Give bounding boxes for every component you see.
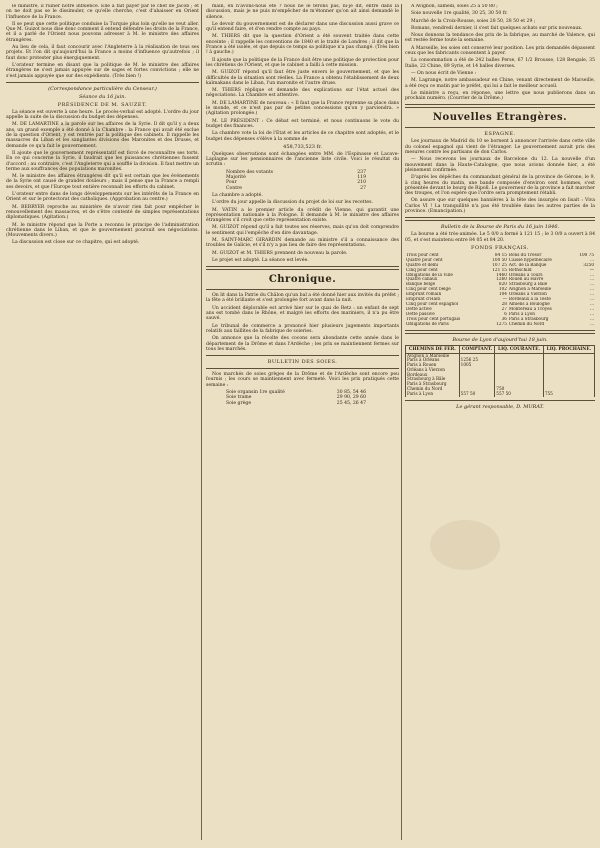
bourse-label: Rothschild xyxy=(508,267,532,272)
lyon-line-name: Bordeaux xyxy=(406,373,460,378)
paragraph: M. Lagrange, notre ambassadeur en Chine, venant directement de Marseille, a été reçu ce matin par le préfet, qui lui a fait le meilleur accueil. xyxy=(405,78,595,89)
bourse-value: 6 xyxy=(504,311,507,316)
foreign-news-title: Nouvelles Etrangères. xyxy=(432,112,568,124)
bourse-value: 1260 xyxy=(496,277,507,282)
bourse-label: Obligations de la Ville xyxy=(406,272,453,277)
bourse-value: 36 xyxy=(501,316,507,321)
column-rule xyxy=(201,4,202,840)
bourse-value: ... xyxy=(590,297,594,302)
price-label: Soie grège xyxy=(226,400,252,406)
vote-label: Majorité xyxy=(226,175,246,181)
lyon-header: LIQ. COURANTE. xyxy=(495,345,544,353)
bourse-label: Paris à Strasbourg xyxy=(508,316,549,321)
paragraph: La chambre vote la loi de l'Etat et les articles de ce chapitre sont adoptés, et le budget des dépenses s'élève à la somme de xyxy=(206,131,399,142)
bourse-value: ... xyxy=(590,321,594,326)
lyon-cell: 755 xyxy=(543,392,594,397)
paragraph: M. THIERS réplique et demande des explications sur l'état actuel des négociations. La Chambre est attentive. xyxy=(206,88,399,99)
bourse-label: Trois pour cent portugais xyxy=(406,316,461,321)
paragraph: M. le ministre répond que la Porte a reconnu le principe de l'administration chrétienne dans le Liban, et que le gouvernement poursuit ses négociations. (Mouvements divers.) xyxy=(6,222,199,239)
paragraph: Le devoir du gouvernement est de déclarer dans une discussion aussi grave ce qu'il entend faire, et d'en rendre compte au pays. xyxy=(206,21,399,33)
section-rule xyxy=(6,82,199,83)
section-rule xyxy=(405,330,595,334)
seance-heading: Séance du 16 juin. xyxy=(78,93,127,100)
lyon-line-name: Paris à Rouen xyxy=(406,363,460,368)
paragraph: Les journaux de Madrid du 10 se bornent à annoncer l'arrivée dans cette ville du colonel espagnol qui vient de l'étranger. Le gouvernement aurait pris des mesures contre les partisans de don Carlos. xyxy=(405,139,595,156)
lyon-cell: 1256 25 xyxy=(459,358,495,363)
vote-row xyxy=(226,186,366,191)
vote-label: Contre xyxy=(226,185,242,191)
price-value: 29 90, 29 60 xyxy=(336,395,366,401)
bourse-label: Strasbourg à Bâle xyxy=(508,282,548,287)
vote-label: Nombre des votants xyxy=(226,169,274,175)
bourse-value: ... xyxy=(590,277,594,282)
bourse-value: ... xyxy=(590,311,594,316)
bourse-value: 84 15 xyxy=(494,252,507,257)
section-rule xyxy=(405,127,595,128)
bourse-value: ... xyxy=(590,301,594,306)
bourse-label: Quatre pour cent xyxy=(406,257,443,262)
column-rule xyxy=(401,4,402,840)
bourse-value: 28 xyxy=(501,301,507,306)
bourse-label: Quatre canaux xyxy=(406,277,438,282)
paragraph: La bourse a été très-animée. Le 5 0/0 a fermé à 121 15 ; le 3 0/0 a ouvert à 84 05, et s'est maintenu entre 84 05 et 84 20. xyxy=(405,232,595,243)
silk-prices xyxy=(226,390,399,406)
paragraph: L'orateur termine en disant que la politique de M. le ministre des affaires étrangères ne s'est jamais appuyée sur de sages et fortes convictions ; elle ne s'est jamais appuyée que sur des expédients. (Très bien !) xyxy=(6,62,199,79)
paragraph: M. DE LAMARTINE a la parole sur les affaires de la Syrie. Il dit qu'il y a deux ans, un grand exemple a été donné à la Chambre : la France qui avait été exclue de la question d'Orient, y est rentrée par la politique des cabinets. Il rappelle les massacres du Liban et les sanglantes divisions des Maronites et des Druses, et demande ce qu'a fait le gouvernement. xyxy=(6,122,199,149)
bourse-value: 27 xyxy=(501,306,507,311)
paragraph: A Marseille, les soies ont conservé leur position. Les prix demandés dépassent ceux que les fabricants consentent à payer. xyxy=(405,45,595,57)
price-row xyxy=(226,401,366,406)
bourse-label: Bons du Trésor xyxy=(508,252,542,257)
column-3 xyxy=(405,4,595,840)
paragraph: M. GUIZOT répond qu'il a fait toutes ses réserves, mais qu'on doit comprendre le sentiment qui l'empêche d'en dire davantage. xyxy=(206,225,399,236)
bourse-value: 1460 xyxy=(496,272,507,277)
bourse-paris-title: Bulletin de la Bourse de Paris du 16 juin 1846. xyxy=(440,224,560,231)
paragraph: On annonce que la récolte des cocons sera abondante cette année dans le département de la Drôme et dans l'Ardèche ; les prix se maintiennent fermes sur tous les marchés. xyxy=(206,336,399,352)
bourse-label: Emprunt romain xyxy=(406,292,442,297)
bourse-label: Dette passive xyxy=(406,311,435,316)
bourse-value: 102 xyxy=(498,287,507,292)
budget-total: 458,733,523 fr. xyxy=(283,143,322,150)
lyon-cell: 557 50 xyxy=(495,392,544,397)
bulletin-title: BULLETIN DES SOIES. xyxy=(267,359,338,366)
paragraph: La chambre a adopté. xyxy=(212,192,263,198)
bourse-label: Amiens à Boulogne xyxy=(508,301,550,306)
bourse-value: ... xyxy=(590,306,594,311)
bourse-value: 107 25 xyxy=(492,262,507,267)
bourse-value: 820 xyxy=(498,282,507,287)
bourse-value: ... xyxy=(590,292,594,297)
bourse-value: 100 50 xyxy=(492,257,507,262)
bourse-label: Caisse hypothécaire xyxy=(508,257,552,262)
bourse-lyon-title: Bourse de Lyon d'aujourd'hui 18 juin. xyxy=(452,336,548,343)
lyon-table xyxy=(405,345,595,397)
bourse-label: Orléans à Vierzon xyxy=(508,292,547,297)
paragraph: M. GUIZOT et M. THIERS prennent de nouveau la parole. xyxy=(212,250,348,256)
column-1 xyxy=(6,4,199,840)
bourse-label: Trois pour cent xyxy=(406,252,439,257)
paragraph: M. SAINT-MARC GIRARDIN demande au ministre s'il a connaissance des troubles de Galicie, et s'il n'y a pas lieu de faire des représentations. xyxy=(206,237,399,249)
bourse-label: Montereau à Troyes xyxy=(508,306,552,311)
bourse-value: — xyxy=(502,297,507,302)
vote-value: 27 xyxy=(360,185,366,191)
lyon-header: COMPTANT. xyxy=(459,345,495,353)
paragraph: Un accident déplorable est arrivé hier sur le quai de Retz : un enfant de sept ans est tombé dans le Rhône, et malgré les efforts des mariniers, il n'a pu être sauvé. xyxy=(206,305,399,322)
paragraph: le ministre, il ruiner notre influence. Elle a fait payer par le chef de Jacob ; et on ne doit pas se le dissimuler, ce qu'elle cherche, c'est d'abaisser en Orient l'influence de la France. xyxy=(6,4,199,20)
paragraph: Quelques observations sont échangées entre MM. de l'Espinasse et Lacave-Laplagne sur les pensionnaires de l'ancienne liste civile. Voici le résultat du scrutin : xyxy=(206,151,399,168)
bourse-value: ... xyxy=(590,316,594,321)
chronique-title: Chronique. xyxy=(268,274,337,286)
bourse-value: ... xyxy=(590,272,594,277)
bourse-value: ... xyxy=(590,257,594,262)
bourse-value: 104 xyxy=(498,292,507,297)
paragraph: Nos marchés de soies grèges de la Drôme et de l'Ardèche sont encore peu fournis ; les cours se maintiennent avec fermeté. Voici les prix pratiqués cette semaine : xyxy=(206,372,399,388)
bourse-label: Emprunt d'Haïti xyxy=(406,297,441,302)
lyon-line-name: Chemin du Nord xyxy=(406,387,460,392)
bourse-label: Obligations de Paris xyxy=(406,321,449,326)
paragraph: Romans, vendredi dernier, il s'est fait quelques achats sur prix nouveaux. xyxy=(411,25,583,31)
bourse-label: Chemin du Nord xyxy=(508,321,545,326)
paragraph: Soie nouvelle 1re qualité, 30 25, 30 50 fr. xyxy=(411,11,508,17)
bourse-value: — xyxy=(589,267,594,272)
bourse-row xyxy=(405,322,595,327)
lyon-line-name: Paris à Orléans xyxy=(406,358,460,363)
lyon-line-name: Paris à Lyon xyxy=(406,392,460,397)
paragraph: Il se peut que cette politique conduise la Turquie plus loin qu'elle ne veut aller. Que M. Guizot nous dise donc comment il entend défendre les droits de la France, et il a parlé de l'Orient nous pouvons adresser à M. le ministre des affaires étrangères. xyxy=(6,21,199,43)
bourse-label: Quatre et demi xyxy=(406,262,439,267)
vote-value: 119 xyxy=(357,175,366,181)
column-2 xyxy=(206,4,399,840)
bourse-label: Cinq pour cent espagnol xyxy=(406,301,459,306)
paragraph: La consommation a été de 242 balles Perse, 67 1/2 Brousse, 128 Bengale, 35 Italie, 22 Chine, 89 Syrie, et 14 balles diverses. xyxy=(405,58,595,69)
vote-value: 210 xyxy=(357,180,366,186)
vote-value: 237 xyxy=(357,169,366,175)
price-value: 25 45, 26 47 xyxy=(336,400,366,406)
paragraph: Nous donnons la tendance des prix de la fabrique, au marché de Valence, qui est restée ferme toute la semaine. xyxy=(405,33,595,44)
paragraph: Il ajoute que le gouvernement représentatif est forcé de reconnaître ses torts. En ce qui concerne la Syrie, il faudrait que les puissances chrétiennes fussent d'accord ; au contraire, c'est l'Angleterre qui a soufflé la division. Il faut mettre un terme aux souffrances des populations maronites. xyxy=(6,150,199,172)
paragraph: On assure que sur quelques bannières à la tête des insurgés on lisait : Viva Carlos VI ! La tranquillité n'a pas été troublée dans les autres parties de la province. (Emancipation.) xyxy=(405,198,595,215)
bourse-table xyxy=(405,253,595,327)
section-rule xyxy=(206,355,399,356)
bourse-label: Act. de la Banque xyxy=(508,262,547,267)
paragraph: Marché de la Croix-Rousse, soies 28 50, 28 50 et 29 ; xyxy=(411,18,536,24)
paragraph: D'après les dépêches du commandant général de la province de Gérone, le 9, à cinq heures du matin, une bande composée d'environ cent hommes, s'est présentée devant le bourg de Ripoll. Le gouverneur de la province a fait marcher des troupes, et l'on espère que l'ordre sera promptement rétabli. xyxy=(405,175,595,197)
lyon-cell: 557 50 xyxy=(459,392,495,397)
paragraph: Au lieu de cela, il faut concourir avec l'Angleterre à la réalisation de tous ses projets. Et l'on dit qu'aujourd'hui la France a moins d'influence qu'autrefois ; il faut donc protester plus énergiquement. xyxy=(6,45,199,61)
paragraph: — On nous écrit de Vienne : xyxy=(411,70,477,76)
paragraph: M. VATIN a le premier article du crédit de Vienne, qui garantit une représentation nationale à la Pologne. Il demande à M. le ministre des affaires étrangères s'il croit que cette représentation existe. xyxy=(206,207,399,224)
lyon-cell: 750 xyxy=(495,387,544,392)
vote-label: Pour xyxy=(226,180,237,186)
paragraph: Le tribunal de commerce a prononcé hier plusieurs jugements importants relatifs aux faillites de la fabrique de soieries. xyxy=(206,323,399,334)
section-rule xyxy=(405,400,595,401)
paragraph: L'ordre du jour appelle la discussion du projet de loi sur les recettes. xyxy=(212,200,373,206)
paragraph: L'orateur entre dans de longs développements sur les intérêts de la France en Orient et sur le protectorat des catholiques. (Approbation au centre.) xyxy=(6,192,199,203)
vote-results xyxy=(226,170,399,191)
price-label: Soie trame xyxy=(226,395,252,401)
bourse-value: 3250 xyxy=(583,262,594,267)
paragraph: main, en n'avons-nous été ? nous ne le ferons pas, ni-je dit, entre dans la discussion, mais je ne puis m'empêcher de m'étonner qu'on ait ainsi demandé le silence. xyxy=(206,4,399,20)
section-rule xyxy=(206,266,399,270)
section-rule xyxy=(206,368,399,369)
bourse-value: 1275 xyxy=(496,321,507,326)
bourse-label: Bordeaux à la Teste xyxy=(508,297,551,302)
bourse-label: Avignon à Marseille xyxy=(508,287,552,292)
section-rule xyxy=(405,104,595,108)
paragraph: La discussion est close sur ce chapitre, qui est adopté. xyxy=(12,240,140,246)
paragraph: M. LE PRÉSIDENT : Ce débat est terminé, et nous continuons le vote du budget des finances. xyxy=(206,118,399,129)
correspondence-heading: (Correspondance particulière du Censeur.) xyxy=(48,85,157,92)
presidence-heading: PRÉSIDENCE DE M. SAUZET. xyxy=(57,101,148,108)
paragraph: — Nous recevons les journaux de Barcelone du 12. La nouvelle d'un mouvement dans la Haute-Catalogne, que nous avions donnée hier, a été pleinement confirmée. xyxy=(405,157,595,173)
lyon-line-name: Avignon à Marseille xyxy=(406,353,460,358)
lyon-line-name: Orléans à Vierzon xyxy=(406,368,460,373)
lyon-cell: 1005 xyxy=(459,363,495,368)
paragraph: M. BERRYER reproche au ministère de n'avoir rien fait pour empêcher le renouvellement des massacres, et de s'être contenté de simples représentations diplomatiques. (Agitation.) xyxy=(6,204,199,221)
paragraph: Il ajoute que la politique de la France doit être une politique de protection pour les chrétiens de l'Orient, et que le cabinet a failli à cette mission. xyxy=(206,57,399,68)
bourse-value: 121 15 xyxy=(492,267,507,272)
paragraph: M. THIERS dit que la question d'Orient a été souvent traitée dans cette enceinte ; il rappelle les conventions de 1840 et le traité de Londres ; il dit que la France a été isolée, et que depuis ce temps sa politique n'a pas changé. (Très bien ! à gauche.) xyxy=(206,34,399,56)
paragraph: M. DE LAMARTINE de nouveau : « Il faut que la France reprenne sa place dans le monde, et ce n'est pas par de petites concessions qu'on y parviendra. » (Agitation prolongée.) xyxy=(206,100,399,117)
section-rule xyxy=(206,289,399,290)
bourse-value: ... xyxy=(590,282,594,287)
bourse-label: Banque belge xyxy=(406,282,436,287)
bourse-label: Rouen au Havre xyxy=(508,277,544,282)
bourse-label: Orléans à Tours xyxy=(508,272,543,277)
lyon-header: LIQ. PROCHAINE. xyxy=(543,345,594,353)
bourse-value: ... xyxy=(590,287,594,292)
paragraph: Le projet est adopté. La séance est levée. xyxy=(212,257,309,263)
bourse-label: Cinq pour cent belge xyxy=(406,287,451,292)
price-label: Soie organsin 1re qualité xyxy=(226,390,285,396)
fonds-francais-heading: FONDS FRANÇAIS. xyxy=(471,244,529,251)
lyon-line-name: Strasbourg à Bâle xyxy=(406,377,460,382)
paragraph: La séance est ouverte à une heure. Le procès-verbal est adopté. L'ordre du jour appelle la suite de la discussion du budget des dépenses. xyxy=(6,109,199,121)
bourse-value: 100 75 xyxy=(579,252,594,257)
bourse-label: Cinq pour cent xyxy=(406,267,438,272)
paragraph: Le ministre a reçu, en réponse, une lettre que nous publierons dans un prochain numéro. (Courrier de la Drôme.) xyxy=(405,90,595,102)
paragraph: M. le ministre des affaires étrangères dit qu'il est certain que les événements de la Syrie ont causé de grandes douleurs ; mais il pense que la France a rempli ses devoirs, et que l'Europe tout entière reconnaît les efforts du cabinet. xyxy=(6,174,199,190)
paragraph: On lit dans la Patrie du Châlon qu'un bal a été donné hier aux invités du préfet ; la fête a été brillante et s'est prolongée fort avant dans la nuit. xyxy=(206,293,399,304)
paragraph: A Avignon, samedi, soies 25 à 50 80 ; xyxy=(411,4,498,9)
espagne-heading: ESPAGNE. xyxy=(484,131,516,138)
publisher-signature: Le gérant responsable, D. MURAT. xyxy=(456,403,544,410)
lyon-line-name: Paris à Strasbourg xyxy=(406,382,460,387)
bourse-label: Dette active xyxy=(406,306,432,311)
section-rule xyxy=(405,217,595,221)
lyon-row xyxy=(406,392,595,397)
bourse-label: Paris à Lyon xyxy=(508,311,535,316)
price-value: 30 85, 54 46 xyxy=(336,390,366,396)
lyon-header: CHEMINS DE FER. xyxy=(406,345,460,353)
paragraph: M. GUIZOT répond qu'il faut être juste envers le gouvernement, et que les difficultés de la situation sont réelles. La France a obtenu l'établissement de deux kaïmakans dans le Liban, l'un maronite et l'autre druse. xyxy=(206,70,399,86)
lyon-header-row xyxy=(406,345,595,353)
